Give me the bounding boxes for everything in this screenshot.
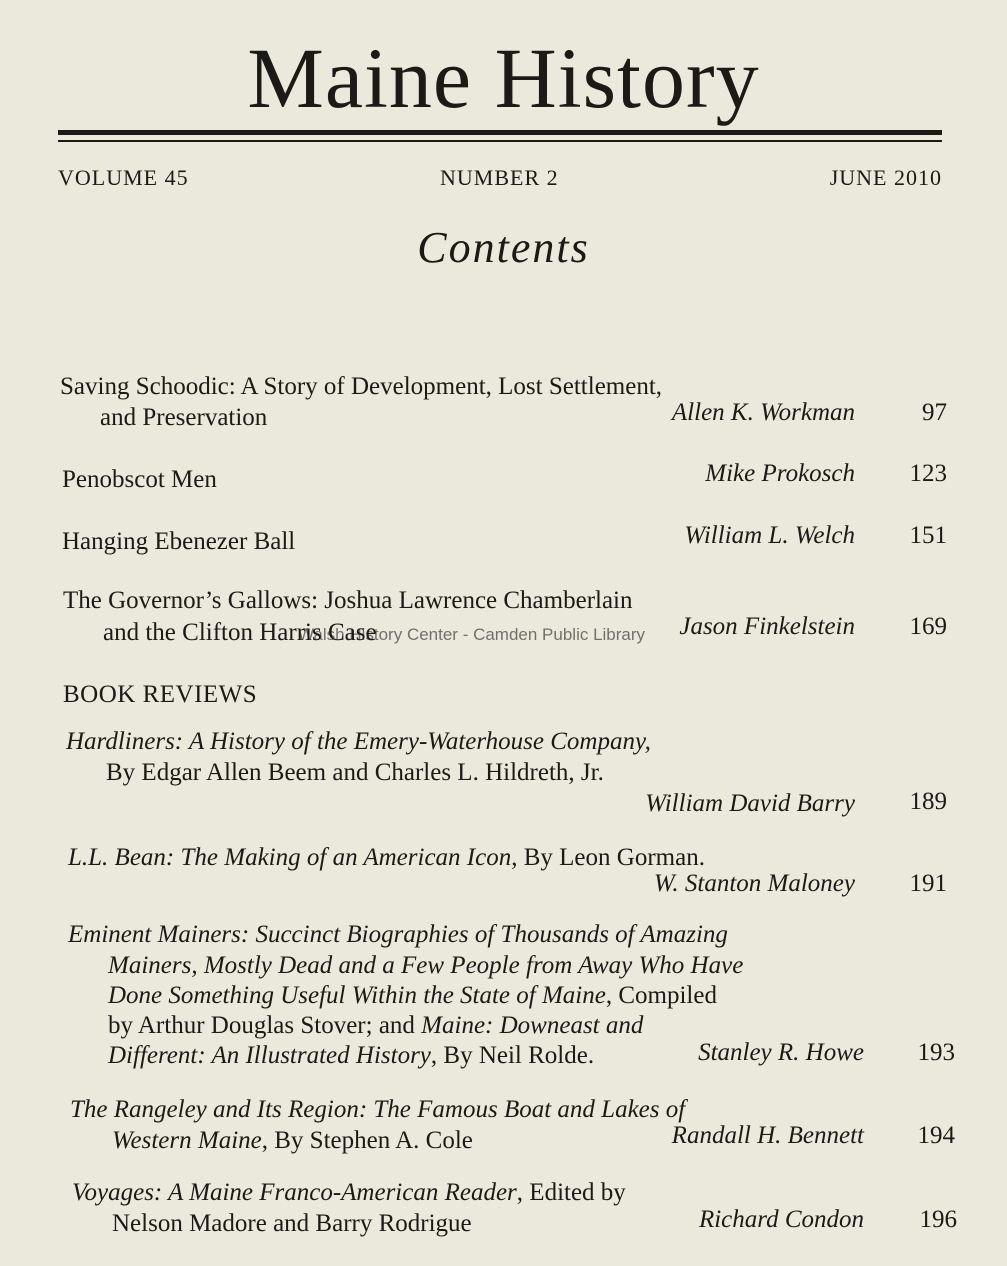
article-author: Allen K. Workman (671, 399, 855, 426)
reviewer-name: William David Barry (645, 790, 855, 817)
article-title: The Governor’s Gallows: Joshua Lawrence Chamberlain (63, 587, 633, 614)
library-watermark: Walsh History Center - Camden Public Library (298, 625, 646, 644)
number-label: NUMBER 2 (440, 165, 559, 190)
review-title: Hardliners: A History of the Emery-Waterhouse Company, (66, 728, 651, 755)
review-byline: , Compiled (605, 982, 717, 1009)
reviewer-name: Randall H. Bennett (671, 1122, 864, 1149)
article-title-continued: and Preservation (100, 404, 268, 431)
title-rule-thin (58, 140, 942, 142)
review-second-title-continued: Different: An Illustrated History (108, 1042, 431, 1069)
page-number: 193 (917, 1039, 955, 1066)
review-byline: , Edited by (516, 1179, 626, 1206)
volume-label: VOLUME 45 (58, 165, 189, 190)
date-label: JUNE 2010 (829, 165, 942, 190)
article-author: Jason Finkelstein (679, 613, 855, 640)
reviewer-name: W. Stanton Maloney (653, 870, 855, 897)
review-title-continued: Mainers, Mostly Dead and a Few People from Away Who Have (108, 952, 744, 979)
review-byline: , By Neil Rolde. (430, 1042, 595, 1069)
page-number: 196 (919, 1206, 957, 1233)
reviewer-name: Stanley R. Howe (698, 1039, 864, 1066)
review-title: L.L. Bean: The Making of an American Icon (68, 844, 512, 871)
page-number: 97 (922, 399, 947, 426)
contents-heading: Contents (417, 223, 590, 272)
title-rule-thick (58, 130, 942, 135)
review-byline: By Edgar Allen Beem and Charles L. Hildreth, Jr. (106, 759, 604, 786)
page-number: 189 (909, 788, 947, 815)
article-author: Mike Prokosch (705, 460, 855, 487)
article-title: Penobscot Men (62, 466, 217, 493)
review-title-line (72, 1178, 626, 1208)
page-number: 169 (909, 613, 947, 640)
review-title: Voyages: A Maine Franco-American Reader (72, 1179, 517, 1206)
page-number: 191 (909, 870, 947, 897)
review-title-line (112, 1126, 473, 1156)
reviewer-name: Richard Condon (698, 1206, 864, 1233)
journal-title: Maine History (247, 30, 760, 126)
article-author: William L. Welch (684, 522, 855, 549)
review-title: Eminent Mainers: Succinct Biographies of Thousands of Amazing (68, 921, 728, 948)
book-reviews-heading: BOOK REVIEWS (63, 681, 258, 708)
review-title: The Rangeley and Its Region: The Famous Boat and Lakes of (70, 1096, 686, 1123)
review-title-line (108, 1011, 643, 1041)
review-title-line (108, 1041, 594, 1071)
article-title: Hanging Ebenezer Ball (62, 528, 296, 555)
article-title-continued: and the Clifton Harris Case (103, 619, 377, 646)
review-byline: , By Leon Gorman. (511, 844, 705, 871)
review-second-title: Maine: Downeast and (421, 1012, 644, 1039)
review-byline: Nelson Madore and Barry Rodrigue (112, 1210, 472, 1237)
page-number: 151 (909, 522, 947, 549)
page-number: 194 (917, 1122, 955, 1149)
review-byline: , By Stephen A. Cole (261, 1127, 473, 1154)
review-byline: by Arthur Douglas Stover; and (108, 1012, 422, 1039)
article-title: Saving Schoodic: A Story of Development, Lost Settlement, (60, 373, 663, 400)
review-title-continued: Western Maine (112, 1127, 262, 1154)
review-title-line (108, 981, 717, 1011)
review-title-continued: Done Something Useful Within the State of Maine (108, 982, 606, 1009)
page-number: 123 (909, 460, 947, 487)
review-title-line (68, 843, 705, 873)
